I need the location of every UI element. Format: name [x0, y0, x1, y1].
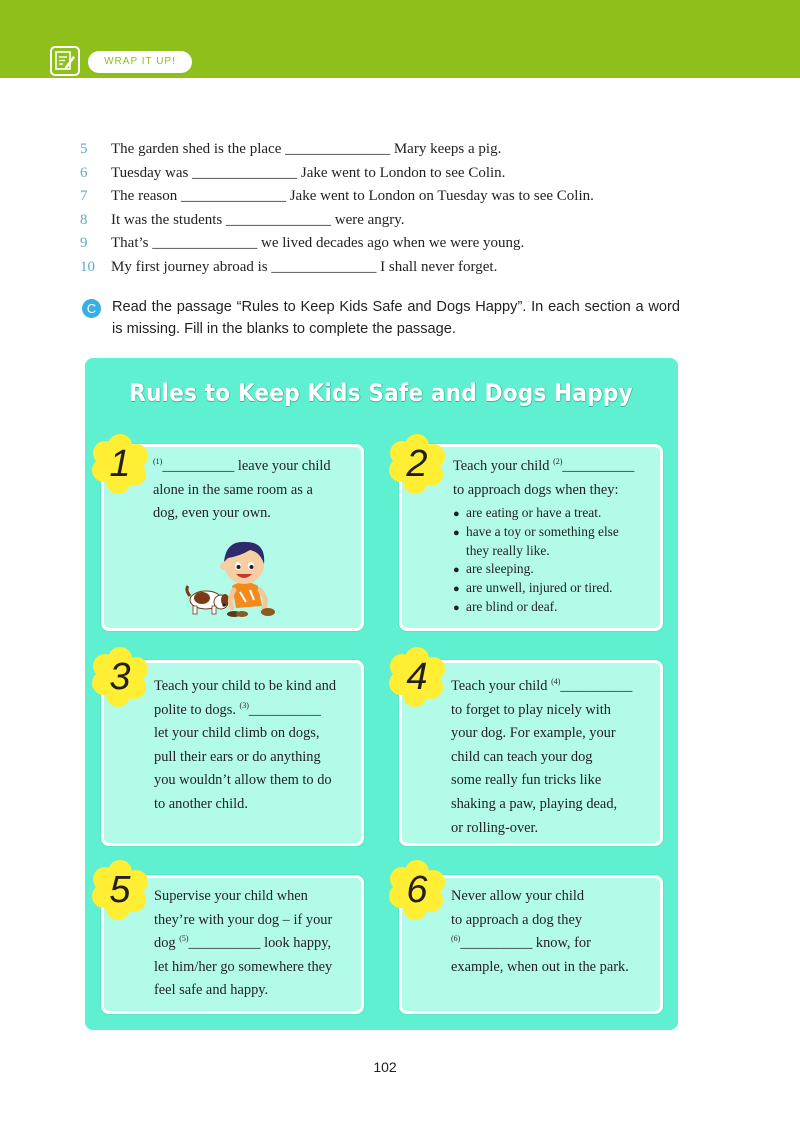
rule-line: shaking a paw, playing dead,	[451, 795, 618, 812]
rule-line: they’re with your dog – if your	[154, 911, 333, 928]
rule-number-badge-4	[388, 647, 452, 711]
exercise-item	[80, 209, 720, 233]
bullet-item: they really like.	[466, 543, 550, 558]
rule-number: 2	[406, 443, 428, 485]
rule-line: dog $^{(5)}$__________ look happy,	[154, 934, 332, 952]
rule-line: alone in the same room as a	[153, 481, 313, 498]
passage-title: Rules to Keep Kids Safe and Dogs Happy	[129, 379, 633, 407]
rule-line: Teach your child to be kind and	[154, 678, 337, 694]
boy-and-puppy-illustration	[184, 534, 280, 620]
exercise-number: 9	[80, 235, 88, 252]
rule-line: let your child climb on dogs,	[154, 725, 320, 742]
rule-number: 5	[109, 869, 131, 911]
blank-marker: (2)	[553, 457, 563, 466]
rule-line: some really fun tricks like	[451, 772, 602, 789]
section-c-instruction: Read the passage “Rules to Keep Kids Safe and Dogs Happy”. In each section a word is missing. Fill in the blanks to complete the passage.	[112, 299, 680, 337]
rule-line: to forget to play nicely with	[451, 701, 611, 718]
rule-2-bullets	[453, 504, 619, 617]
section-c-badge: C	[82, 299, 101, 318]
pencil-notepad-icon	[50, 46, 80, 76]
exercise-item	[80, 162, 720, 186]
exercise-list	[80, 138, 720, 280]
exercise-item	[80, 232, 720, 256]
rule-number: 4	[406, 656, 428, 698]
exercise-text: Tuesday was ______________ Jake went to London to see Colin.	[111, 164, 506, 181]
blank-marker: (5)	[179, 934, 189, 944]
exercise-text: It was the students ______________ were angry.	[111, 211, 405, 228]
exercise-number: 7	[80, 188, 88, 205]
blank-marker: (4)	[551, 677, 561, 686]
rule-line: Supervise your child when	[154, 888, 308, 904]
rule-number-badge-6	[388, 860, 452, 924]
rule-line: example, when out in the park.	[451, 958, 629, 975]
blank-marker: (1)	[153, 457, 163, 466]
rule-text-2	[453, 455, 634, 502]
rule-line: to approach a dog they	[451, 911, 583, 928]
rule-line: or rolling-over.	[451, 819, 539, 836]
exercise-text: The reason ______________ Jake went to London on Tuesday was to see Colin.	[111, 188, 594, 205]
exercise-text: My first journey abroad is ______________ I shall never forget.	[111, 258, 498, 275]
section-label: WRAP IT UP!	[88, 51, 192, 73]
rule-line: $^{(1)}$__________ leave your child	[153, 457, 331, 474]
rule-line: $^{(6)}$__________ know, for	[451, 934, 591, 952]
page-number: 102	[373, 1059, 397, 1075]
bullet-item: ● are unwell, injured or tired.	[453, 580, 613, 595]
exercise-number: 6	[80, 164, 88, 181]
rule-number-badge-5	[91, 860, 155, 924]
rule-text-4	[451, 675, 632, 840]
rule-line: Teach your child $^{(2)}$__________	[453, 457, 635, 474]
rule-text-5	[154, 885, 332, 1003]
rule-line: child can teach your dog	[451, 748, 593, 765]
exercise-item	[80, 138, 720, 162]
bullet-item: ● have a toy or something else	[453, 524, 619, 539]
exercise-number: 8	[80, 211, 88, 228]
rule-number-badge-2	[388, 434, 452, 498]
rule-line: dog, even your own.	[153, 505, 271, 522]
rule-text-6	[451, 885, 629, 979]
rule-number-badge-3	[91, 647, 155, 711]
rule-line: Teach your child $^{(4)}$__________	[451, 677, 633, 694]
rule-number: 3	[109, 656, 131, 698]
blank-marker: (3)	[239, 700, 249, 710]
exercise-item	[80, 185, 720, 209]
rule-line: to approach dogs when they:	[453, 481, 619, 498]
blank-marker: (6)	[451, 934, 461, 944]
rule-line: polite to dogs. $^{(3)}$__________	[154, 700, 321, 718]
exercise-text: The garden shed is the place ______________ Mary keeps a pig.	[111, 141, 502, 157]
rule-line: let him/her go somewhere they	[154, 958, 333, 975]
bullet-item: ● are eating or have a treat.	[453, 505, 602, 520]
rule-number: 1	[109, 443, 131, 485]
rule-line: your dog. For example, your	[451, 725, 616, 742]
rule-line: pull their ears or do anything	[154, 748, 321, 765]
rule-line: to another child.	[154, 795, 248, 812]
exercise-number: 5	[80, 141, 88, 157]
rule-number-badge-1	[91, 434, 155, 498]
rule-text-3	[154, 675, 336, 817]
rule-line: feel safe and happy.	[154, 982, 269, 999]
rule-line: you wouldn’t allow them to do	[154, 772, 332, 789]
rule-line: Never allow your child	[451, 888, 585, 904]
exercise-item	[80, 256, 720, 280]
bullet-item: ● are blind or deaf.	[453, 599, 558, 614]
rule-number: 6	[406, 869, 428, 911]
bullet-item: ● are sleeping.	[453, 561, 534, 576]
rule-text-1	[153, 455, 331, 526]
exercise-text: That’s ______________ we lived decades ago when we were young.	[111, 235, 525, 252]
exercise-number: 10	[80, 258, 95, 275]
